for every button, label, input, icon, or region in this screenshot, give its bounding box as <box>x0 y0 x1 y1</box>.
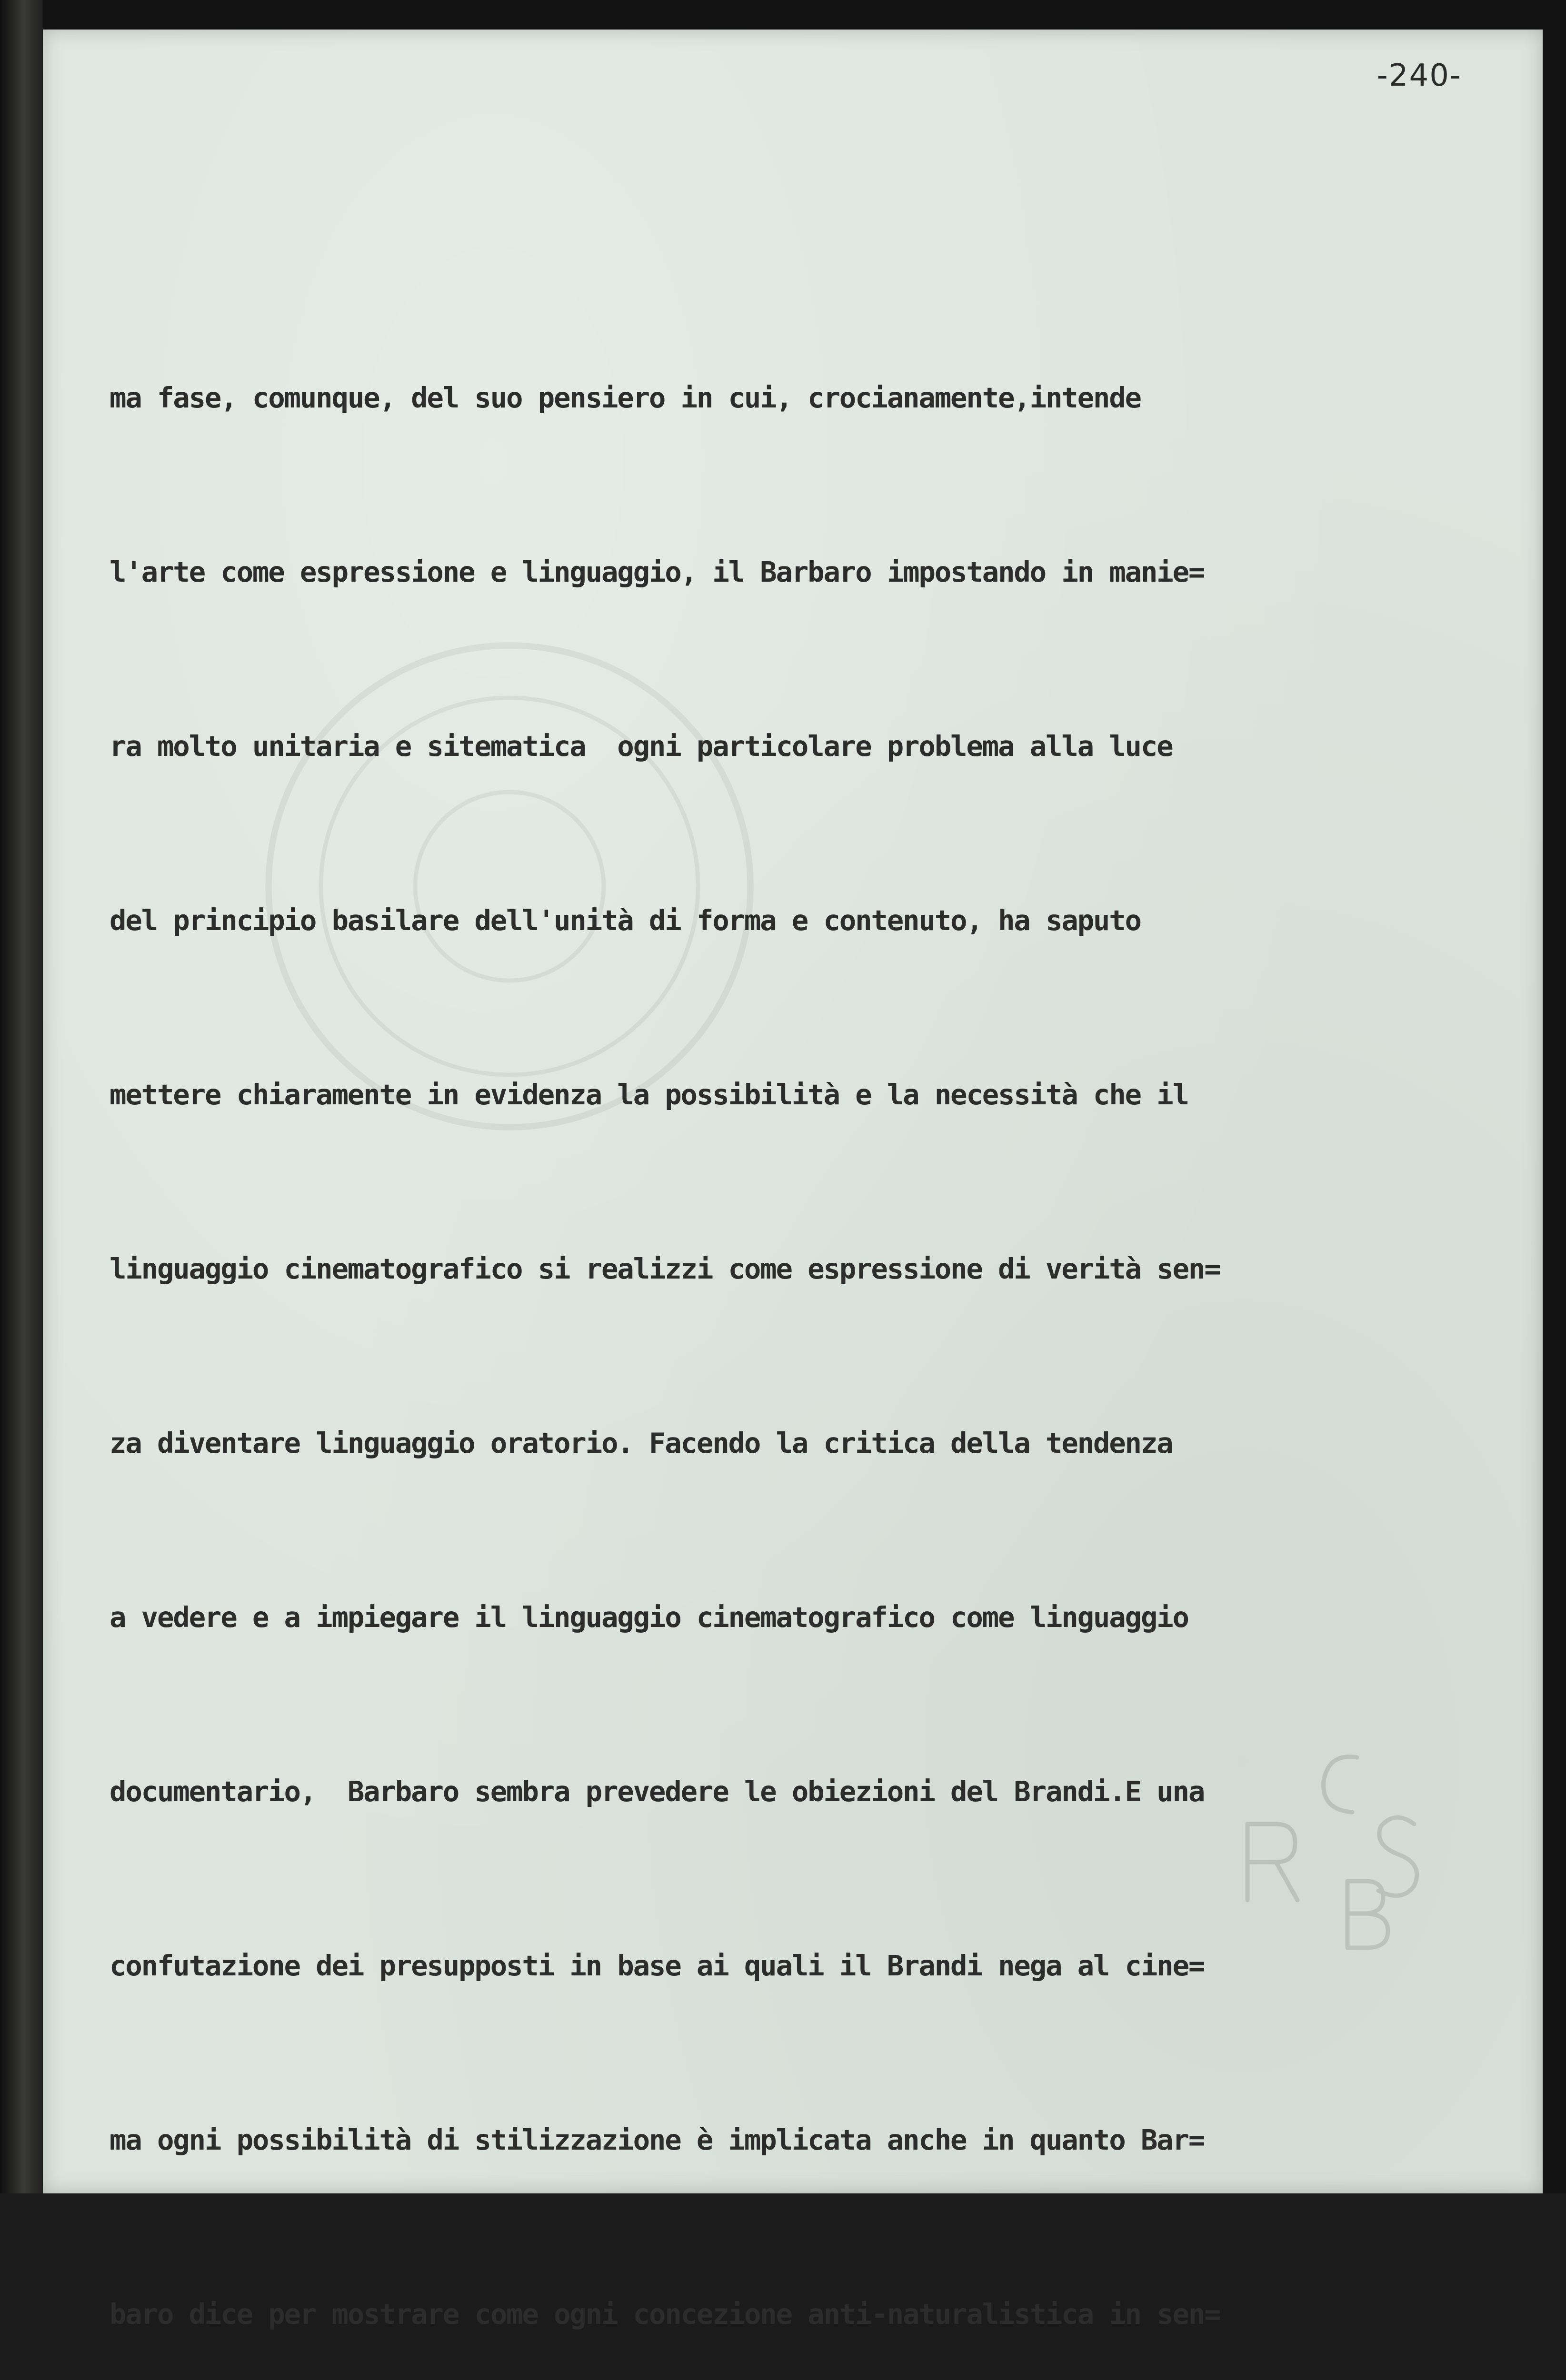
text-line: ra molto unitaria e sitematica ogni particolare problema alla luce <box>110 730 1173 763</box>
text-line: mettere chiaramente in evidenza la possibilità e la necessità che il <box>110 1078 1188 1111</box>
paragraph-1 <box>110 253 1500 2380</box>
text-line: documentario, Barbaro sembra prevedere le obiezioni del Brandi.E una <box>110 1775 1205 1808</box>
text-line: del principio basilare dell'unità di forma e contenuto, ha saputo <box>110 904 1141 937</box>
text-line: a vedere e a impiegare il linguaggio cinematografico come linguaggio <box>110 1601 1188 1634</box>
text-line: linguaggio cinematografico si realizzi come espressione di verità sen= <box>110 1252 1220 1285</box>
library-stamp <box>1238 1743 1476 1953</box>
text-line: l'arte come espressione e linguaggio, il Barbaro impostando in manie= <box>110 555 1205 588</box>
binding-edge <box>0 0 43 2193</box>
text-line: ma fase, comunque, del suo pensiero in cui, crocianamente,intende <box>110 381 1141 414</box>
page-number: -240- <box>1376 58 1462 93</box>
text-line: confutazione dei presupposti in base ai quali il Brandi nega al cine= <box>110 1949 1205 1982</box>
text-line: ma ogni possibilità di stilizzazione è implicata anche in quanto Bar= <box>110 2123 1205 2156</box>
body-text <box>110 137 1500 2380</box>
typewritten-page <box>43 30 1543 2330</box>
text-line: za diventare linguaggio oratorio. Facendo la critica della tendenza <box>110 1427 1173 1459</box>
text-line: baro dice per mostrare come ogni concezione anti-naturalistica in sen= <box>110 2298 1220 2330</box>
